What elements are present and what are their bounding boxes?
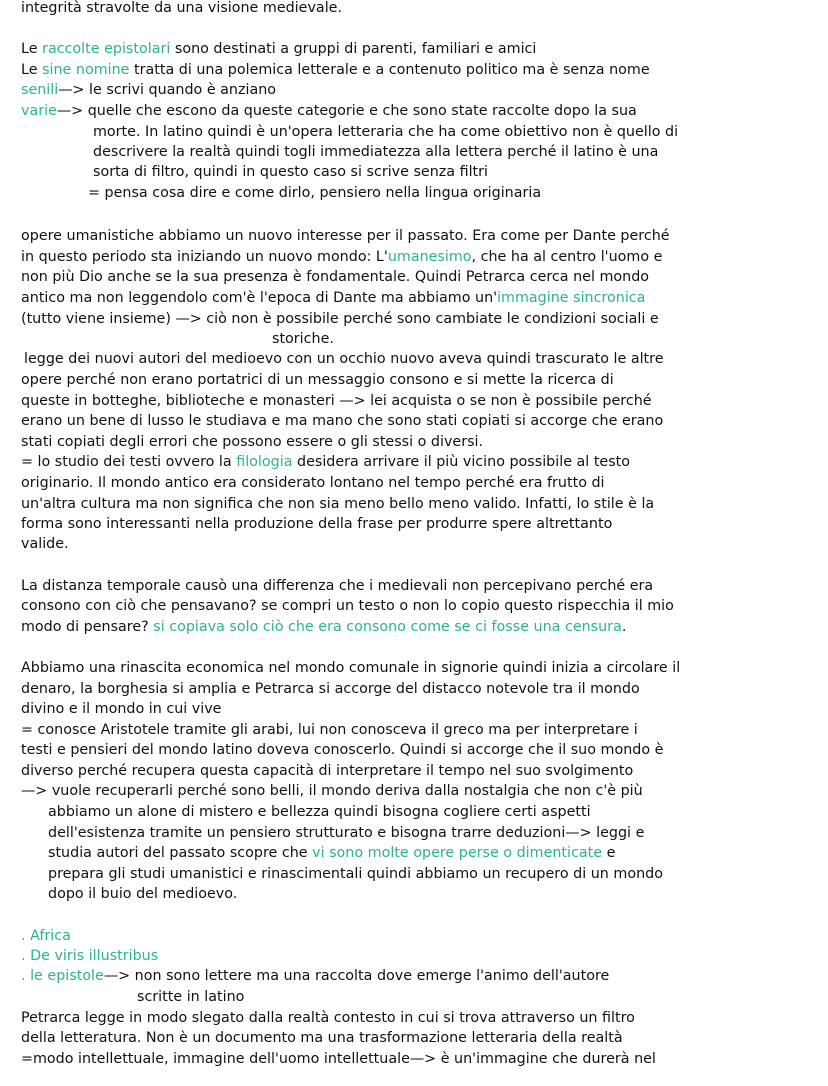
text-line: un'altra cultura ma non significa che non sia meno bello meno valido. Infatti, lo stile è la <box>21 496 655 512</box>
text-line: —> vuole recuperarli perché sono belli, il mondo deriva dalla nostalgia che non c'è più <box>21 783 643 799</box>
text-line: testi e pensieri del mondo latino doveva conoscerlo. Quindi si accorge che il suo mondo è <box>21 742 664 758</box>
highlight-term: senili <box>21 82 59 98</box>
text-line: in questo periodo sta iniziando un nuovo mondo: L'umanesimo, che ha al centro l'uomo e <box>21 249 663 265</box>
highlight-term: vi sono molte opere perse o dimenticate <box>312 845 603 861</box>
text-line: opere umanistiche abbiamo un nuovo interesse per il passato. Era come per Dante perché <box>21 228 670 244</box>
text-line: integrità stravolte da una visione medievale. <box>21 0 343 16</box>
text-line: (tutto viene insieme) —> ciò non è possibile perché sono cambiate le condizioni sociali e <box>21 311 659 327</box>
text-line: Petrarca legge in modo slegato dalla realtà contesto in cui si trova attraverso un filtro <box>21 1010 635 1026</box>
text-line: valide. <box>21 536 69 552</box>
text-line: = lo studio dei testi ovvero la filologia desidera arrivare il più vicino possibile al testo <box>21 454 631 470</box>
text-line: divino e il mondo in cui vive <box>21 701 222 717</box>
text-line: queste in botteghe, biblioteche e monasteri —> lei acquista o se non è possibile perché <box>21 393 652 409</box>
text-line: abbiamo un alone di mistero e bellezza quindi bisogna cogliere certi aspetti <box>48 804 591 820</box>
text-line: prepara gli studi umanistici e rinascimentali quindi abbiamo un recupero di un mondo <box>48 866 663 882</box>
text-line: scritte in latino <box>137 989 245 1005</box>
text-line: modo di pensare? si copiava solo ciò che era consono come se ci fosse una censura. <box>21 619 627 635</box>
text-line: = pensa cosa dire e come dirlo, pensiero nella lingua originaria <box>88 185 542 201</box>
highlight-term: immagine sincronica <box>497 290 646 306</box>
list-item: . Africa <box>21 928 71 944</box>
highlight-term: raccolte epistolari <box>42 41 171 57</box>
text-line: opere perché non erano portatrici di un messaggio consono e si mette la ricerca di <box>21 372 614 388</box>
text-line: della letteratura. Non è un documento ma una trasformazione letteraria della realtà <box>21 1030 623 1046</box>
text-line: denaro, la borghesia si amplia e Petrarca si accorge del distacco notevole tra il mondo <box>21 681 640 697</box>
text-line: varie—> quelle che escono da queste categorie e che sono state raccolte dopo la sua <box>21 103 637 119</box>
text-line: dopo il buio del medioevo. <box>48 886 238 902</box>
list-item: . le epistole—> non sono lettere ma una raccolta dove emerge l'animo dell'autore <box>21 968 610 984</box>
text-line: legge dei nuovi autori del medioevo con un occhio nuovo aveva quindi trascurato le altre <box>24 351 664 367</box>
highlight-term: filologia <box>236 454 293 470</box>
text-line: antico ma non leggendolo com'è l'epoca di Dante ma abbiamo un'immagine sincronica <box>21 290 646 306</box>
text-line: stati copiati degli errori che possono essere o gli stessi o diversi. <box>21 434 484 450</box>
text-line: studia autori del passato scopre che vi sono molte opere perse o dimenticate e <box>48 845 616 861</box>
text-line: descrivere la realtà quindi togli immediatezza alla lettera perché il latino è una <box>93 144 659 160</box>
text-line: erano un bene di lusso le studiava e ma mano che sono stati copiati si accorge che erano <box>21 413 664 429</box>
text-line: originario. Il mondo antico era considerato lontano nel tempo perché era frutto di <box>21 475 605 491</box>
text-line: storiche. <box>272 331 334 347</box>
highlight-term: varie <box>21 103 57 119</box>
highlight-term: sine nomine <box>42 62 130 78</box>
text-line: consono con ciò che pensavano? se compri un testo o non lo copio questo rispecchia il mio <box>21 598 674 614</box>
text-line: Abbiamo una rinascita economica nel mondo comunale in signorie quindi inizia a circolare il <box>21 660 681 676</box>
text-line: forma sono interessanti nella produzione della frase per produrre spere altrettanto <box>21 516 613 532</box>
text-line: Le raccolte epistolari sono destinati a gruppi di parenti, familiari e amici <box>21 41 537 57</box>
text-line: diverso perché recupera questa capacità di interpretare il tempo nel suo svolgimento <box>21 763 634 779</box>
text-line: La distanza temporale causò una differenza che i medievali non percepivano perché era <box>21 578 654 594</box>
text-line: =modo intellettuale, immagine dell'uomo intellettuale—> è un'immagine che durerà nel <box>21 1051 656 1067</box>
text-line: senili—> le scrivi quando è anziano <box>21 82 277 98</box>
list-item: . De viris illustribus <box>21 948 159 964</box>
highlight-term: . le epistole <box>21 968 104 984</box>
text-line: = conosce Aristotele tramite gli arabi, lui non conosceva il greco ma per interpretare i <box>21 722 638 738</box>
highlight-term: umanesimo <box>387 249 472 265</box>
text-line: dell'esistenza tramite un pensiero strutturato e bisogna trarre deduzioni—> leggi e <box>48 825 645 841</box>
text-line: non più Dio anche se la sua presenza è fondamentale. Quindi Petrarca cerca nel mondo <box>21 269 650 285</box>
text-line: morte. In latino quindi è un'opera letteraria che ha come obiettivo non è quello di <box>93 124 679 140</box>
highlight-term: si copiava solo ciò che era consono come se ci fosse una censura <box>153 619 622 635</box>
text-line: Le sine nomine tratta di una polemica letterale e a contenuto politico ma è senza nome <box>21 62 650 78</box>
text-line: sorta di filtro, quindi in questo caso si scrive senza filtri <box>93 164 489 180</box>
